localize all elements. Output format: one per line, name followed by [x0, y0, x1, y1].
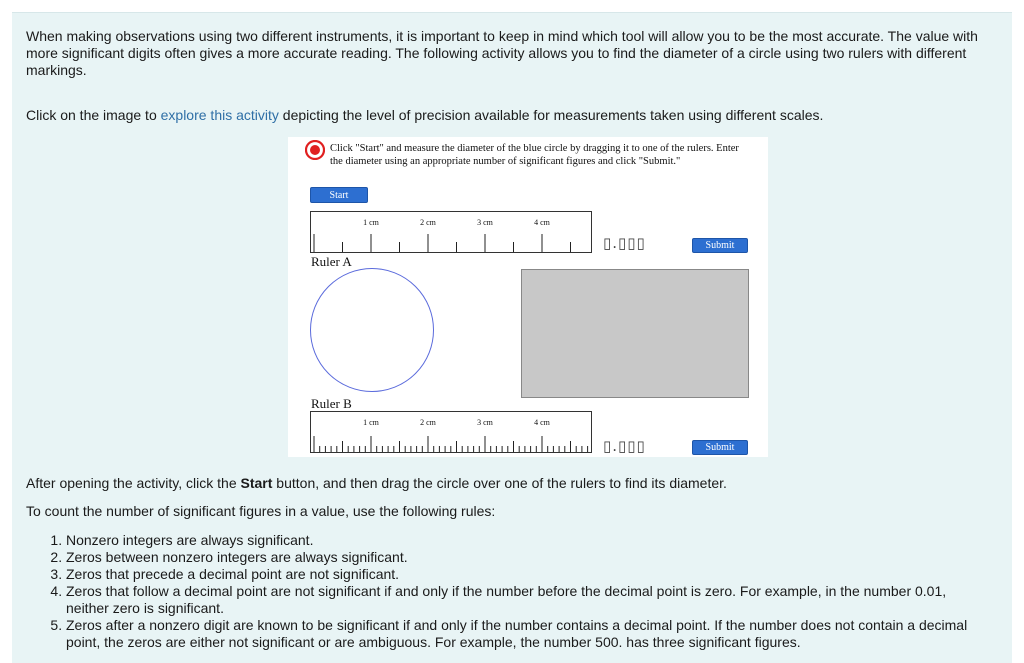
submit-button-a[interactable]: Submit — [692, 238, 748, 253]
rule-item: 5. Zeros after a nonzero digit are known to be significant if and only if the number contains a decimal point. If the number does not contain a decimal point, the zeros are either not significant or are ambiguous. For example, the number 500. has three significant figures. — [66, 617, 986, 651]
ruler-b[interactable] — [310, 411, 592, 453]
intro-paragraph: When making observations using two different instruments, it is important to keep in mind which tool will allow you to be the most accurate. The value with more significant digits often gives a more accurate reading. The following activity allows you to find the diameter of a circle using two rulers with different markings. — [26, 28, 978, 78]
ruler-b-label: Ruler B — [311, 396, 352, 411]
after-paragraph — [26, 475, 727, 492]
feedback-panel — [521, 269, 749, 398]
blue-circle[interactable] — [310, 268, 434, 392]
click-text-after: depicting the level of precision available for measurements taken using different scales. — [278, 107, 824, 123]
activity-image[interactable] — [288, 137, 768, 457]
diameter-input-b[interactable]: ▯.▯▯▯ — [603, 437, 646, 455]
rule-item: 1. Nonzero integers are always significant. — [66, 532, 986, 549]
ruler-tick-label: 3 cm — [477, 418, 493, 427]
diameter-input-a[interactable]: ▯.▯▯▯ — [603, 234, 646, 252]
rule-item: 4. Zeros that follow a decimal point are not significant if and only if the number before the decimal point is zero. For example, in the number 0.01, neither zero is significant. — [66, 583, 986, 617]
ruler-b-scale — [311, 412, 591, 452]
ruler-a[interactable] — [310, 211, 592, 253]
after-text-before: After opening the activity, click the — [26, 475, 241, 491]
rule-item: 3. Zeros that precede a decimal point are not significant. — [66, 566, 986, 583]
after-text-after: button, and then drag the circle over one of the rulers to find its diameter. — [272, 475, 727, 491]
rules-intro: To count the number of significant figures in a value, use the following rules: — [26, 503, 496, 519]
click-text-before: Click on the image to — [26, 107, 161, 123]
ruler-tick-label: 1 cm — [363, 218, 379, 227]
ruler-tick-label: 3 cm — [477, 218, 493, 227]
activity-instructions: Click "Start" and measure the diameter of the blue circle by dragging it to one of the rulers. Enter the diameter using an appropriate number of significant figures and click "Submit." — [330, 143, 739, 167]
click-instruction — [26, 107, 823, 124]
ruler-tick-label: 2 cm — [420, 218, 436, 227]
ruler-tick-label: 4 cm — [534, 218, 550, 227]
ruler-a-label: Ruler A — [311, 254, 352, 269]
ruler-tick-label: 4 cm — [534, 418, 550, 427]
explore-activity-link[interactable]: explore this activity — [160, 107, 279, 123]
content-panel — [12, 12, 1012, 663]
target-icon — [305, 140, 325, 160]
ruler-tick-label: 2 cm — [420, 418, 436, 427]
start-bold: Start — [240, 475, 273, 491]
start-button[interactable]: Start — [310, 187, 368, 203]
rules-list — [26, 532, 986, 651]
ruler-tick-label: 1 cm — [363, 418, 379, 427]
rule-item: 2. Zeros between nonzero integers are always significant. — [66, 549, 986, 566]
submit-button-b[interactable]: Submit — [692, 440, 748, 455]
ruler-a-scale — [311, 212, 591, 252]
